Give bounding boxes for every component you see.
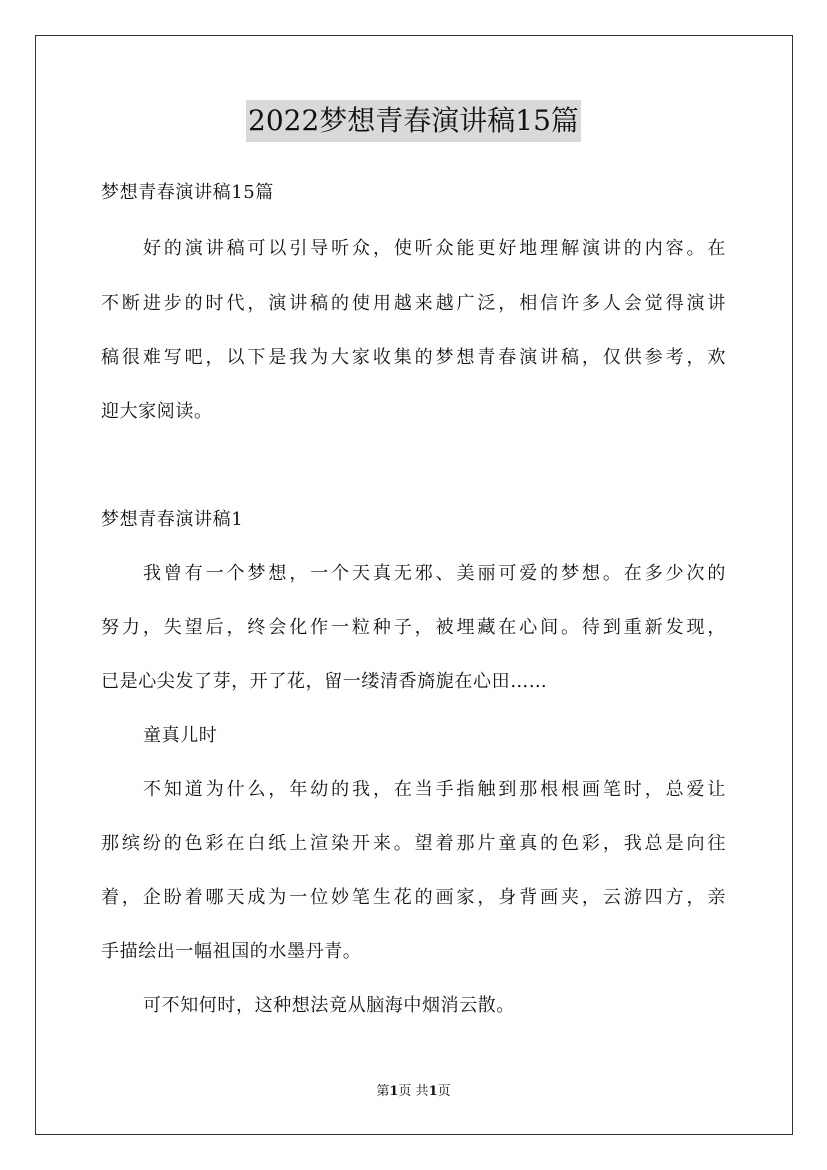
para1-line-3: 已是心尖发了芽，开了花，留一缕清香旖旎在心田…… — [101, 671, 548, 692]
section-heading: 梦想青春演讲稿1 — [101, 509, 244, 530]
page-footer — [0, 1083, 827, 1101]
footer-suffix: 页 — [437, 1084, 451, 1099]
intro-line-1: 好的演讲稿可以引导听众，使听众能更好地理解演讲的内容。在 — [143, 238, 726, 259]
para1-line-1: 我曾有一个梦想，一个天真无邪、美丽可爱的梦想。在多少次的 — [143, 563, 726, 584]
footer-prefix: 第 — [376, 1084, 390, 1099]
sub-heading: 童真儿时 — [143, 725, 218, 746]
document-title: 2022梦想青春演讲稿15篇 — [246, 100, 581, 142]
para1-line-2: 努力，失望后，终会化作一粒种子，被埋藏在心间。待到重新发现， — [101, 617, 726, 638]
para2-line-4: 手描绘出一幅祖国的水墨丹青。 — [101, 941, 362, 962]
para2-line-1: 不知道为什么，年幼的我，在当手指触到那根根画笔时，总爱让 — [143, 779, 726, 800]
footer-page-total: 1 — [428, 1084, 438, 1099]
para3-line-1: 可不知何时，这种想法竟从脑海中烟消云散。 — [143, 995, 515, 1016]
document-subtitle: 梦想青春演讲稿15篇 — [101, 182, 274, 203]
title-container — [0, 100, 827, 142]
intro-line-2: 不断进步的时代，演讲稿的使用越来越广泛，相信许多人会觉得演讲 — [101, 293, 726, 314]
intro-line-4: 迎大家阅读。 — [101, 401, 213, 422]
intro-line-3: 稿很难写吧，以下是我为大家收集的梦想青春演讲稿，仅供参考，欢 — [101, 347, 726, 368]
footer-page-current: 1 — [389, 1084, 399, 1099]
footer-mid: 页 共 — [398, 1084, 429, 1099]
para2-line-2: 那缤纷的色彩在白纸上渲染开来。望着那片童真的色彩，我总是向往 — [101, 833, 726, 854]
para2-line-3: 着，企盼着哪天成为一位妙笔生花的画家，身背画夹，云游四方，亲 — [101, 887, 726, 908]
